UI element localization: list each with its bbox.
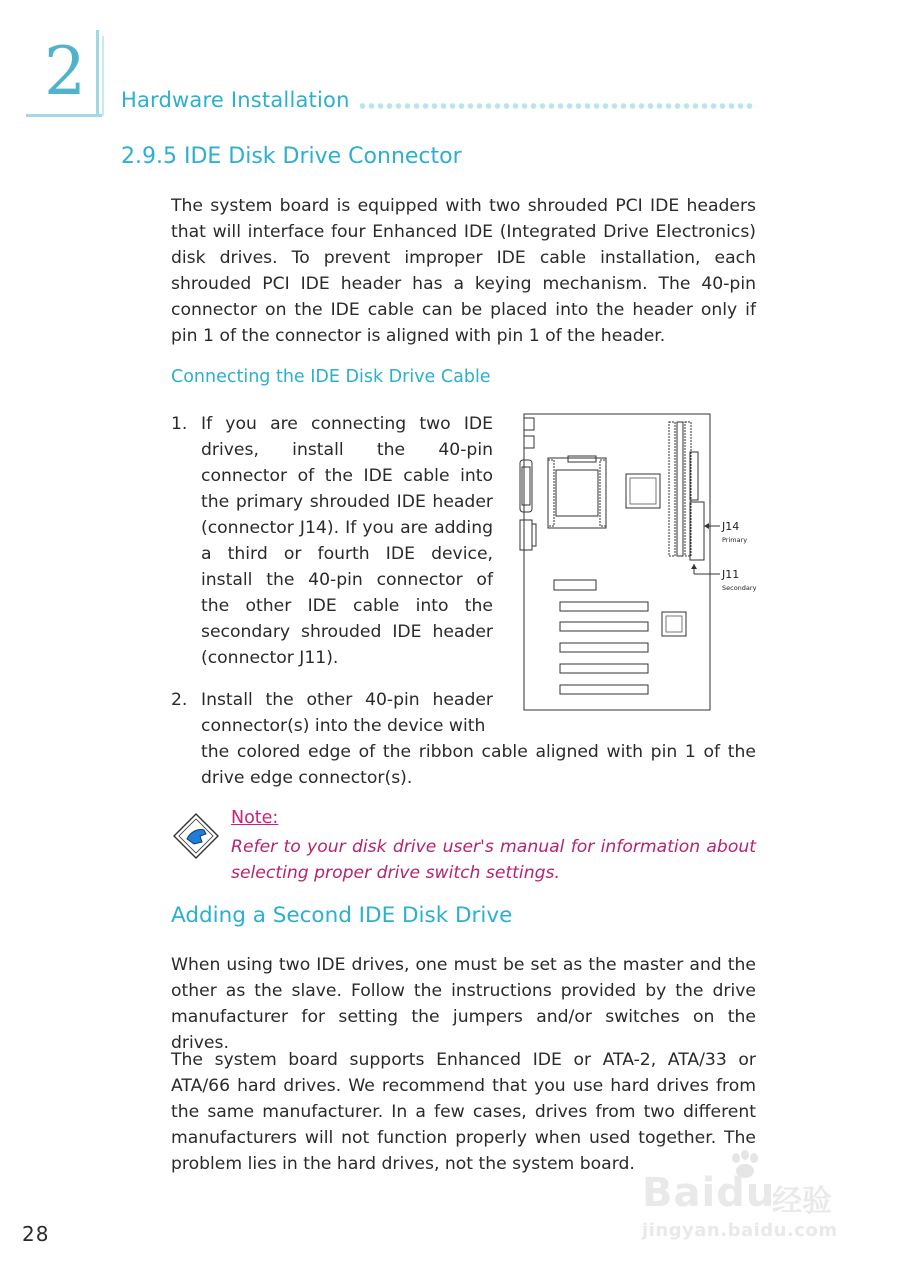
cpu-socket-inner <box>556 470 598 516</box>
pci-slot <box>560 664 648 673</box>
j14-sublabel: Primary <box>722 536 748 544</box>
j14-arrow <box>704 523 709 529</box>
chipset-die <box>630 478 656 504</box>
io-port <box>524 418 534 430</box>
chapter-number: 2 <box>44 33 86 110</box>
pci-slot <box>560 622 648 631</box>
chapter-rule <box>96 30 99 116</box>
chapter-rule <box>102 36 104 116</box>
pci-slot <box>560 643 648 652</box>
step-text: If you are connecting two IDE drives, install the 40-pin connector of the IDE cable into the primary shrouded IDE header (connector J14). If you are adding a third or fourth IDE device, install the 40-pin connector of the other IDE cable into the secondary shrouded IDE header (connector J11). <box>201 414 493 668</box>
cpu-lever <box>548 460 554 526</box>
master-slave-paragraph: When using two IDE drives, one must be set as the master and the other as the slave. Follow the instructions provided by the drive manufacturer for setting the jumpers and/or switches on the drives. <box>171 955 756 1053</box>
io-port <box>524 436 534 448</box>
step-number: 1. <box>171 414 188 434</box>
serial-port <box>522 467 530 505</box>
watermark-brand: Baidu <box>642 1170 776 1216</box>
j11-sublabel: Secondary <box>722 584 757 592</box>
step-text: the colored edge of the ribbon cable aligned with pin 1 of the drive edge connector(s). <box>201 742 756 788</box>
agp-slot <box>554 580 596 590</box>
intro-paragraph: The system board is equipped with two shrouded PCI IDE headers that will interface four Enhanced IDE (Integrated Drive Electronics) disk drives. To prevent improper IDE cable installation, each shrouded PCI IDE header has a keying mechanism. The 40-pin connector on the IDE cable can be placed into the header only if pin 1 of the connector is aligned with pin 1 of the header. <box>171 196 756 346</box>
j11-arrow <box>691 564 697 569</box>
note-label: Note: <box>231 808 279 828</box>
cable-subheading: Connecting the IDE Disk Drive Cable <box>171 367 491 387</box>
chipset <box>626 474 660 508</box>
pci-slot <box>560 602 648 611</box>
chapter-marker <box>26 30 102 118</box>
note-hand-icon <box>172 812 220 860</box>
step-text: Install the other 40-pin header connector(s) into the device with <box>201 690 493 736</box>
drive-support-paragraph: The system board supports Enhanced IDE or ATA-2, ATA/33 or ATA/66 hard drives. We recommend that you use hard drives from the same manufacturer. In a few cases, drives from two different manufacturers will not function properly when used together. The problem lies in the hard drives, not the system board. <box>171 1050 756 1174</box>
dimm-slot <box>669 422 675 556</box>
section-heading: 2.9.5 IDE Disk Drive Connector <box>121 144 462 169</box>
cpu-lever <box>600 460 606 526</box>
baidu-watermark <box>640 1150 850 1245</box>
j14-label: J14 <box>722 520 740 533</box>
chapter-title: Hardware Installation <box>121 88 350 112</box>
page-number: 28 <box>22 1222 50 1246</box>
watermark-url: jingyan.baidu.com <box>642 1220 838 1241</box>
watermark-cn: 经验 <box>772 1184 832 1219</box>
j11-label: J11 <box>722 568 740 581</box>
pci-slot <box>560 685 648 694</box>
audio-port <box>532 524 536 546</box>
motherboard-diagram <box>516 412 761 716</box>
bios-chip-inner <box>666 616 682 632</box>
second-drive-heading: Adding a Second IDE Disk Drive <box>171 903 513 928</box>
audio-port <box>520 520 532 550</box>
dimm-slot <box>677 422 683 556</box>
step-number: 2. <box>171 690 188 710</box>
socket-notch <box>568 456 596 462</box>
cpu-socket <box>548 458 606 528</box>
title-dotted-rule <box>358 101 756 111</box>
chapter-rule <box>26 114 102 117</box>
ide-header-primary <box>690 502 704 560</box>
note-text: Refer to your disk drive user's manual for information about selecting proper drive switch settings. <box>231 837 756 883</box>
